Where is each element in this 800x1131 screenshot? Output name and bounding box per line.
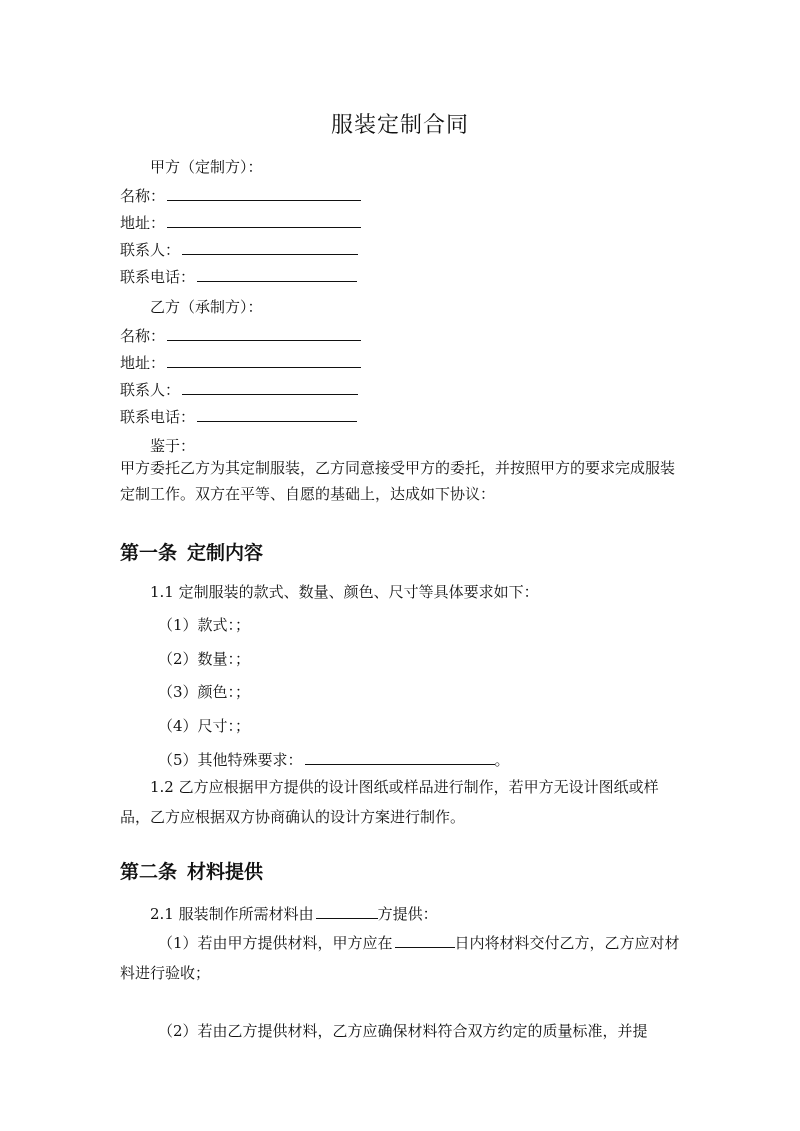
- party-a-address-blank[interactable]: [167, 211, 361, 228]
- party-a-name: [120, 184, 361, 206]
- party-b-address: [120, 351, 361, 373]
- article-1-number: 第一条: [120, 542, 178, 564]
- party-b-address-blank[interactable]: [167, 351, 361, 368]
- party-b-contact-label: 联系人：: [120, 381, 181, 399]
- party-a-name-blank[interactable]: [167, 184, 361, 201]
- party-a-address: [120, 211, 361, 233]
- delivery-days-blank[interactable]: [395, 931, 455, 948]
- article-2-number: 第二条: [120, 861, 178, 883]
- party-b-name: [120, 324, 361, 346]
- item-color: （3）颜色：；: [158, 683, 251, 701]
- clause-2-1-sub-2: （2）若由乙方提供材料，乙方应确保材料符合双方约定的质量标准，并提: [158, 1022, 648, 1040]
- party-a-phone: [120, 265, 357, 287]
- document-title: 服装定制合同: [330, 113, 469, 138]
- sub-1-text: （1）若由甲方提供材料，甲方应在: [158, 934, 393, 952]
- article-2-heading: [120, 857, 263, 884]
- item-style: （1）款式：；: [158, 616, 251, 634]
- whereas-label: 鉴于：: [150, 437, 196, 455]
- clause-2-1: [150, 902, 438, 924]
- item-special-requirements: [158, 748, 510, 770]
- party-b-contact-blank[interactable]: [182, 378, 358, 395]
- clause-1-1: 1.1 定制服装的款式、数量、颜色、尺寸等具体要求如下：: [150, 583, 539, 601]
- party-a-name-label: 名称：: [120, 187, 166, 205]
- party-b-phone: [120, 405, 357, 427]
- material-provider-blank[interactable]: [316, 902, 378, 919]
- party-b-heading: 乙方（承制方）：: [150, 298, 263, 316]
- item-quantity: （2）数量：；: [158, 650, 251, 668]
- clause-2-1-sub-1: [120, 928, 682, 988]
- party-b-name-blank[interactable]: [167, 324, 361, 341]
- party-a-phone-label: 联系电话：: [120, 268, 196, 286]
- item-5-end: 。: [494, 751, 510, 769]
- clause-1-2: 1.2 乙方应根据甲方提供的设计图纸或样品进行制作，若甲方无设计图纸或样品，乙方应根据双方协商确认的设计方案进行制作。: [120, 778, 659, 826]
- sub-1-end: 日内将材料交付乙方，乙方应对材料进行验收；: [120, 934, 680, 982]
- party-a-contact-blank[interactable]: [182, 238, 358, 255]
- party-a-contact: [120, 238, 358, 260]
- party-b-address-label: 地址：: [120, 354, 166, 372]
- item-5-label: （5）其他特殊要求：: [158, 751, 303, 769]
- special-requirements-blank[interactable]: [305, 748, 495, 765]
- whereas-text: 甲方委托乙方为其定制服装，乙方同意接受甲方的委托，并按照甲方的要求完成服装定制工作。双方在平等、自愿的基础上，达成如下协议：: [120, 459, 676, 503]
- party-a-heading: 甲方（定制方）：: [150, 158, 263, 176]
- item-size: （4）尺寸：；: [158, 717, 251, 735]
- party-a-contact-label: 联系人：: [120, 241, 181, 259]
- clause-2-1-end: 方提供：: [377, 905, 438, 923]
- party-b-contact: [120, 378, 358, 400]
- party-b-phone-label: 联系电话：: [120, 408, 196, 426]
- clause-2-1-text: 2.1 服装制作所需材料由: [150, 905, 314, 923]
- article-1-title: 定制内容: [187, 542, 264, 564]
- party-a-address-label: 地址：: [120, 214, 166, 232]
- party-a-phone-blank[interactable]: [197, 265, 357, 282]
- article-1-heading: [120, 538, 263, 565]
- article-2-title: 材料提供: [187, 861, 264, 883]
- party-b-phone-blank[interactable]: [197, 405, 357, 422]
- party-b-name-label: 名称：: [120, 327, 166, 345]
